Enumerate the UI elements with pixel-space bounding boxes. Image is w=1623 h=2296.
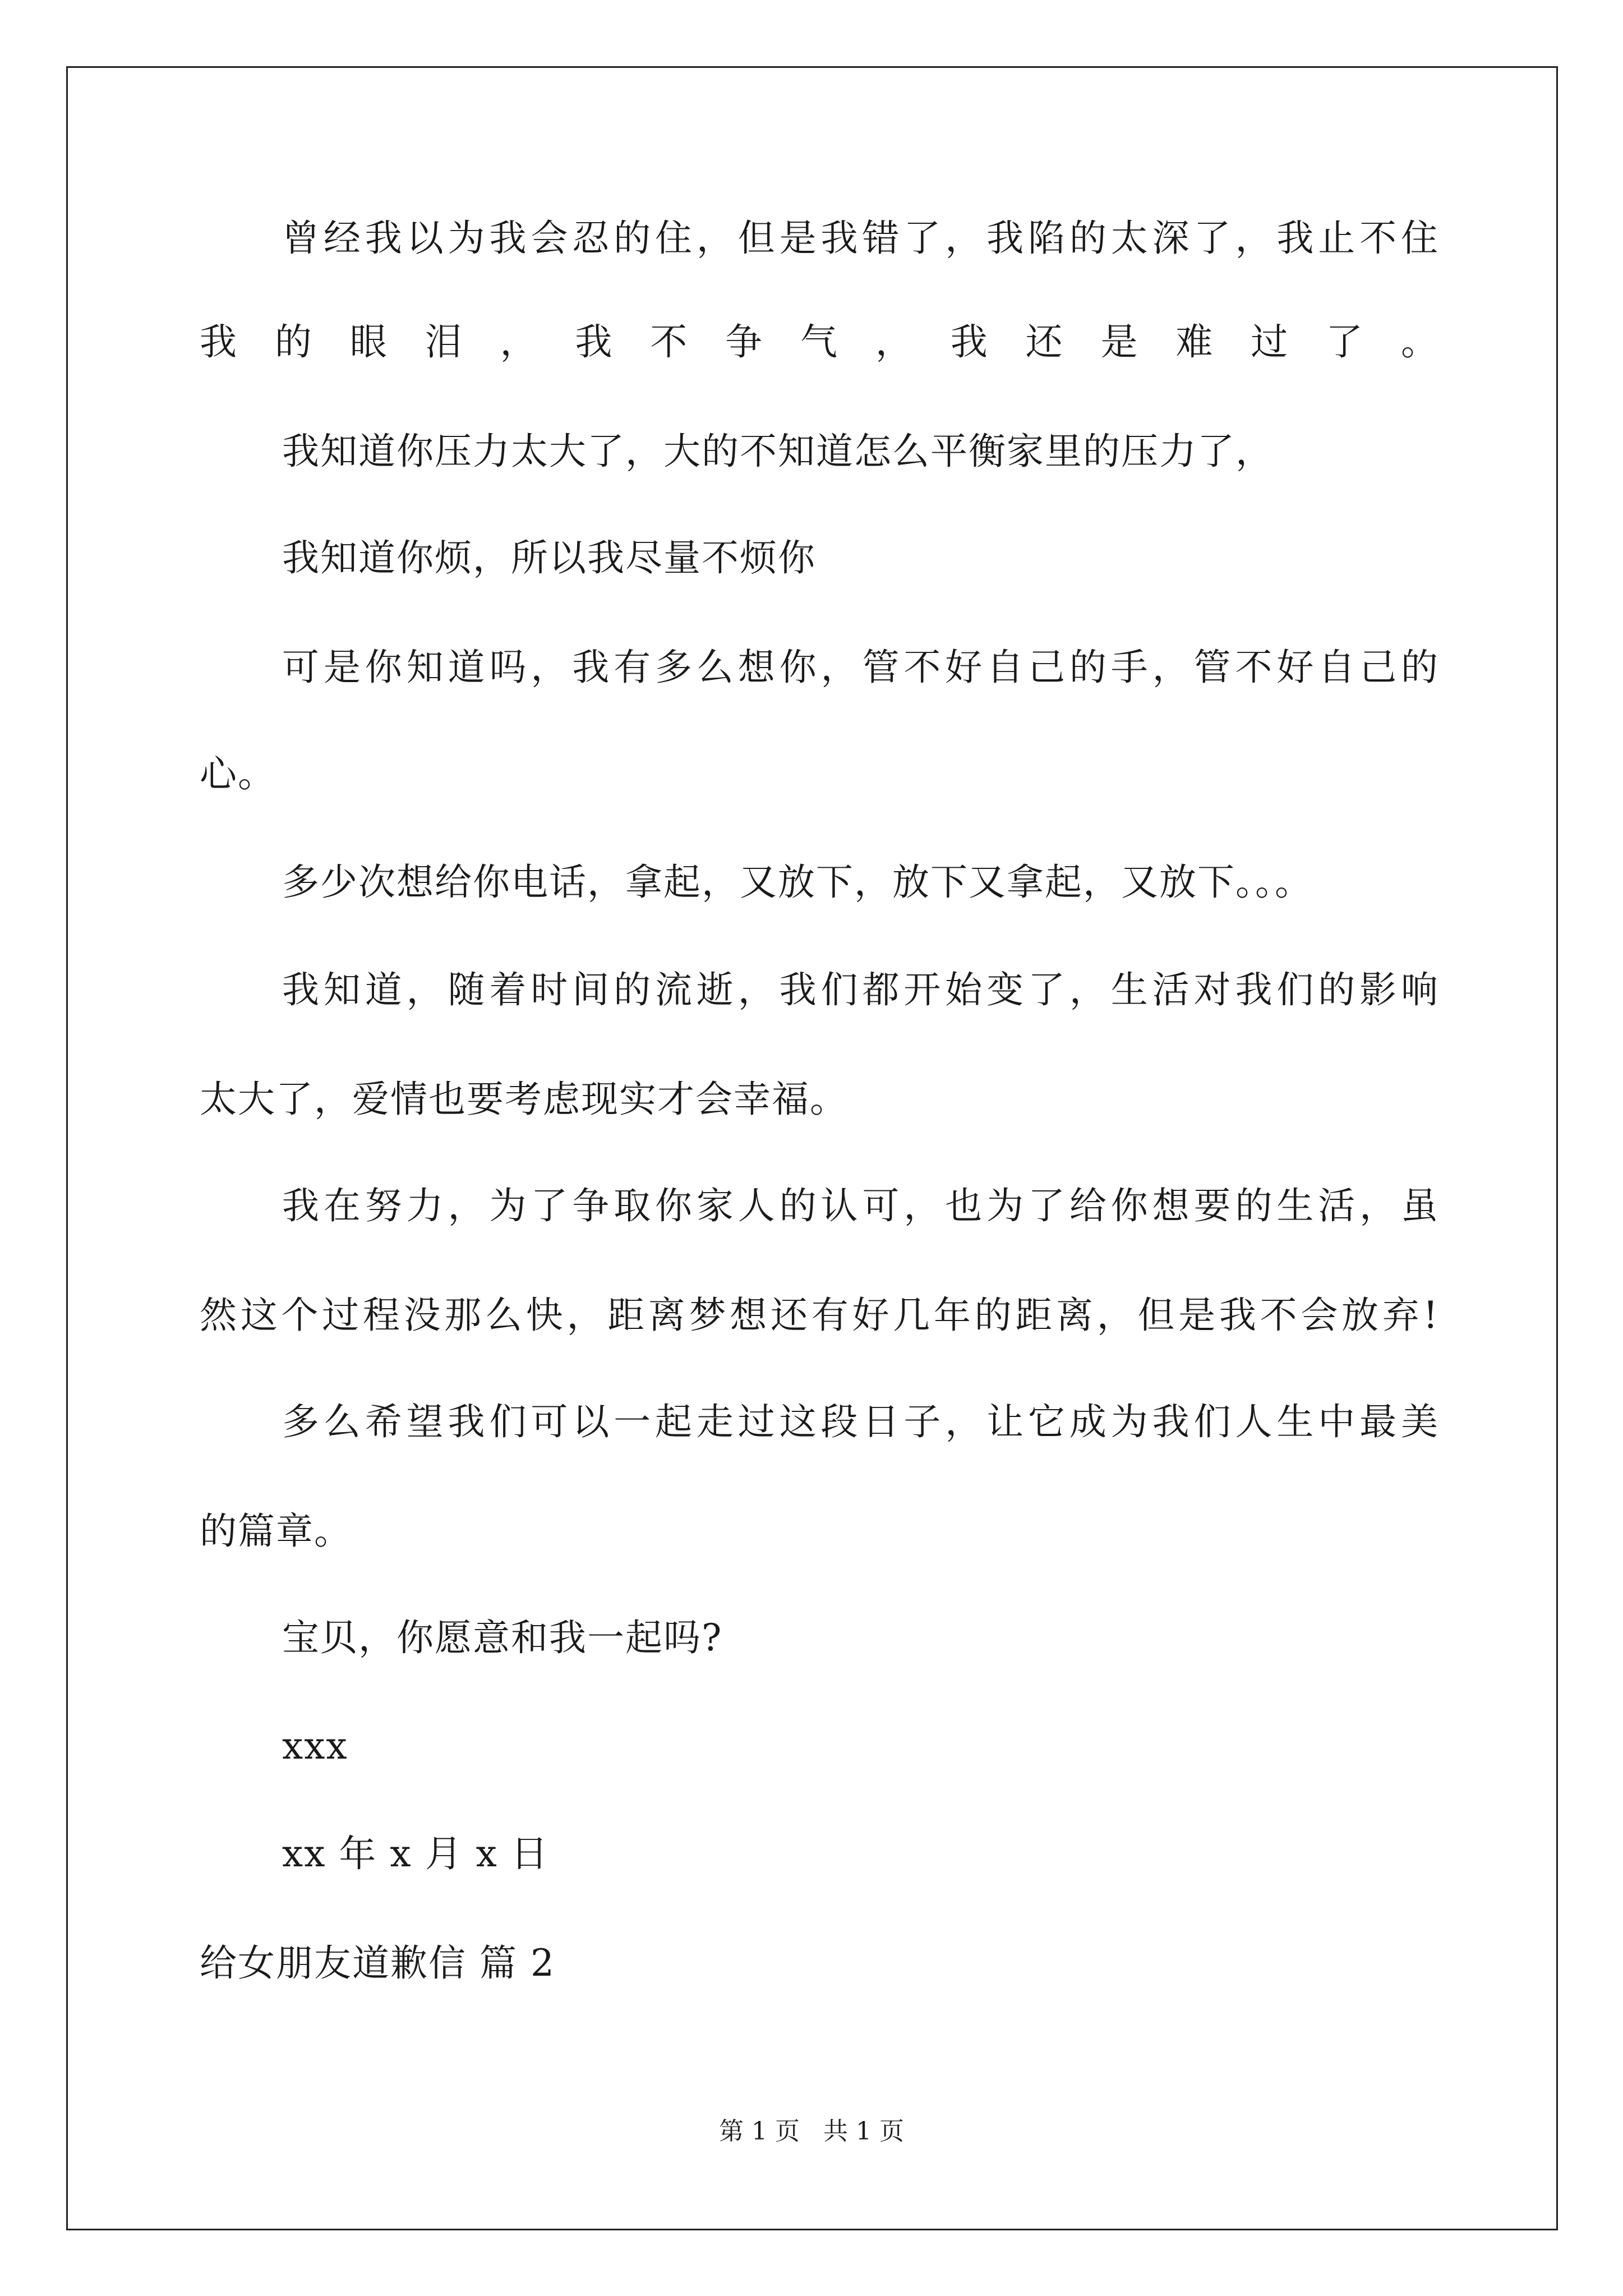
page-border — [66, 66, 1558, 2230]
paragraph-line: 宝贝，你愿意和我一起吗? — [282, 1616, 723, 1659]
paragraph-line: 我知道你压力太大了，大的不知道怎么平衡家里的压力了， — [282, 430, 1274, 473]
paragraph-line: 心。 — [200, 752, 276, 795]
paragraph-line: 曾经我以为我会忍的住，但是我错了，我陷的太深了，我止不住 — [282, 217, 1439, 260]
paragraph-line: 的篇章。 — [200, 1510, 352, 1553]
paragraph-line: 我在努力，为了争取你家人的认可，也为了给你想要的生活，虽 — [282, 1184, 1439, 1227]
paragraph-line: 多少次想给你电话，拿起，又放下，放下又拿起，又放下。。。 — [282, 861, 1313, 904]
signature-date: xx 年 x 月 x 日 — [282, 1832, 549, 1875]
page-footer: 第 1 页 共 1 页 — [719, 2117, 904, 2146]
paragraph-line: 多么希望我们可以一起走过这段日子，让它成为我们人生中最美 — [282, 1400, 1439, 1443]
paragraph-line: 我的眼泪，我不争气，我还是难过了。 — [200, 320, 1439, 364]
paragraph-line: 太大了，爱情也要考虑现实才会幸福。 — [200, 1078, 848, 1121]
paragraph-line: 我知道，随着时间的流逝，我们都开始变了，生活对我们的影响 — [282, 968, 1439, 1011]
paragraph-line: 我知道你烦，所以我尽量不烦你 — [282, 536, 816, 579]
signature-name: xxx — [282, 1724, 348, 1768]
section-heading: 给女朋友道歉信 篇 2 — [200, 1941, 555, 1985]
paragraph-line: 可是你知道吗，我有多么想你，管不好自己的手，管不好自己的 — [282, 646, 1439, 689]
paragraph-line: 然这个过程没那么快，距离梦想还有好几年的距离，但是我不会放弃! — [200, 1294, 1439, 1337]
